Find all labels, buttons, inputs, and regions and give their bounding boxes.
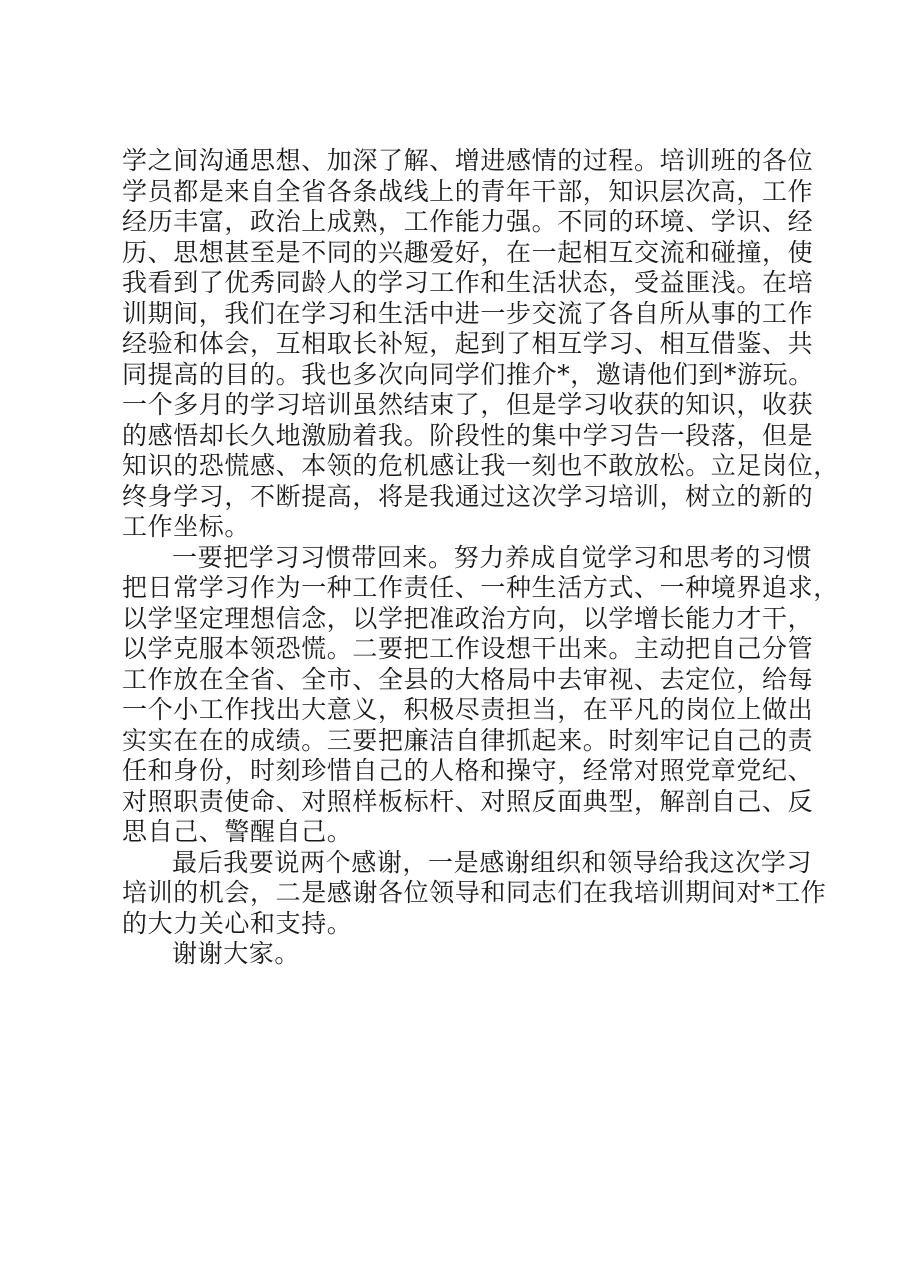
- text-line: 学之间沟通思想、加深了解、增进感情的过程。培训班的各位: [122, 146, 814, 175]
- text-line: 学员都是来自全省各条战线上的青年干部，知识层次高，工作: [122, 176, 814, 206]
- text-line: 以学克服本领恐慌。二要把工作设想干出来。主动把自己分管: [122, 634, 814, 663]
- text-line: 训期间，我们在学习和生活中进一步交流了各自所从事的工作: [122, 298, 814, 328]
- text-line: 工作坐标。: [122, 512, 251, 541]
- text-line: 的感悟却长久地激励着我。阶段性的集中学习告一段落，但是: [122, 420, 814, 450]
- text-line: 经验和体会，互相取长补短，起到了相互学习、相互借鉴、共: [122, 329, 814, 358]
- text-line: 以学坚定理想信念，以学把准政治方向，以学增长能力才干，: [122, 603, 814, 633]
- text-line: 一个多月的学习培训虽然结束了，但是学习收获的知识，收获: [122, 390, 814, 419]
- paragraph-3: [122, 847, 827, 940]
- text-line: 同提高的目的。我也多次向同学们推介*，邀请他们到*游玩。: [122, 359, 814, 389]
- text-line: 历、思想甚至是不同的兴趣爱好，在一起相互交流和碰撞，使: [122, 237, 814, 267]
- text-line: 对照职责使命、对照样板标杆、对照反面典型，解剖自己、反: [122, 786, 814, 816]
- text-line: 工作放在全省、全市、全县的大格局中去审视、去定位，给每: [122, 664, 814, 694]
- paragraph-4: [122, 939, 802, 970]
- text-line: 实实在在的成绩。三要把廉洁自律抓起来。时刻牢记自己的责: [122, 725, 814, 755]
- text-line: 终身学习，不断提高，将是我通过这次学习培训，树立的新的: [122, 481, 814, 511]
- text-line: 一要把学习习惯带回来。努力养成自觉学习和思考的习惯: [172, 542, 813, 572]
- text-line: 的大力关心和支持。: [122, 908, 353, 938]
- text-line: 把日常学习作为一种工作责任、一种生活方式、一种境界追求，: [122, 573, 839, 602]
- text-line: 一个小工作找出大意义，积极尽责担当，在平凡的岗位上做出: [122, 695, 814, 724]
- text-line: 知识的恐慌感、本领的危机感让我一刻也不敢放松。立足岗位，: [122, 451, 839, 480]
- text-line: 任和身份，时刻珍惜自己的人格和操守，经常对照党章党纪、: [122, 756, 814, 785]
- text-line: 培训的机会，二是感谢各位领导和同志们在我培训期间对*工作: [122, 878, 827, 907]
- paragraph-2: [122, 542, 839, 848]
- text-line: 最后我要说两个感谢，一是感谢组织和领导给我这次学习: [172, 847, 813, 877]
- text-line: 经历丰富，政治上成熟，工作能力强。不同的环境、学识、经: [122, 207, 814, 236]
- paragraph-1: [122, 146, 839, 543]
- speech-body: [122, 146, 839, 970]
- text-line: 思自己、警醒自己。: [122, 817, 353, 846]
- text-line: 我看到了优秀同龄人的学习工作和生活状态，受益匪浅。在培: [122, 268, 814, 297]
- text-line: 谢谢大家。: [172, 939, 301, 968]
